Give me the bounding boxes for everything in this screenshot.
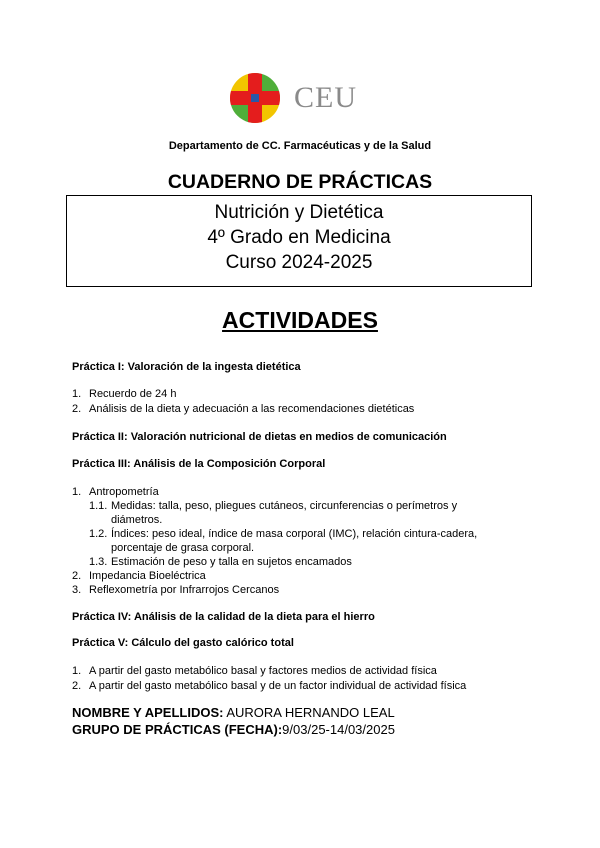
sublist-item: Índices: peso ideal, índice de masa corporal (IMC), relación cintura-cadera, [111, 528, 478, 540]
list-item: Impedancia Bioeléctrica [89, 570, 206, 582]
list-number: 3. [72, 584, 82, 596]
course-subject: Nutrición y Dietética [214, 202, 384, 223]
practice-group-value: 9/03/25-14/03/2025 [282, 722, 395, 737]
practica-2-title: Práctica II: Valoración nutricional de dietas en medios de comunicación [72, 431, 447, 443]
practica-1-title: Práctica I: Valoración de la ingesta dietética [72, 361, 301, 373]
list-item: A partir del gasto metabólico basal y de un factor individual de actividad física [89, 680, 467, 692]
list-item: Recuerdo de 24 h [89, 388, 177, 400]
student-name-label: NOMBRE Y APELLIDOS: [72, 705, 224, 720]
sublist-item: Medidas: talla, peso, pliegues cutáneos, circunferencias o perímetros y [111, 500, 458, 512]
course-info-box [66, 195, 532, 287]
list-number: 1. [72, 665, 82, 677]
document-title: CUADERNO DE PRÁCTICAS [167, 171, 433, 193]
course-degree: 4º Grado en Medicina [207, 227, 391, 248]
practice-group-label: GRUPO DE PRÁCTICAS (FECHA): [72, 722, 283, 737]
list-number: 1. [72, 388, 82, 400]
list-number: 2. [72, 680, 82, 692]
ceu-wordmark: CEU [294, 81, 357, 114]
list-item: Antropometría [89, 486, 159, 498]
list-item: Análisis de la dieta y adecuación a las recomendaciones dietéticas [89, 403, 415, 415]
sublist-number: 1.3. [89, 556, 108, 568]
student-name-value: AURORA HERNANDO LEAL [223, 705, 395, 720]
sublist-item: Estimación de peso y talla en sujetos encamados [111, 556, 352, 568]
course-year: Curso 2024-2025 [225, 252, 373, 273]
practica-5-title: Práctica V: Cálculo del gasto calórico total [72, 637, 294, 649]
department-name: Departamento de CC. Farmacéuticas y de la Salud [168, 140, 432, 152]
sublist-number: 1.2. [89, 528, 108, 540]
sublist-item-continuation: diámetros. [111, 514, 163, 526]
practice-group-line [72, 722, 395, 737]
practica-3-title: Práctica III: Análisis de la Composición Corporal [72, 458, 326, 470]
list-number: 2. [72, 570, 82, 582]
student-name-line [72, 705, 395, 720]
ceu-logo [229, 72, 369, 122]
ceu-emblem-icon [229, 72, 281, 124]
list-number: 1. [72, 486, 82, 498]
list-number: 2. [72, 403, 82, 415]
sublist-item-continuation: porcentaje de grasa corporal. [111, 542, 255, 554]
list-item: A partir del gasto metabólico basal y factores medios de actividad física [89, 665, 437, 677]
practica-4-title: Práctica IV: Análisis de la calidad de la dieta para el hierro [72, 611, 375, 623]
sublist-number: 1.1. [89, 500, 108, 512]
section-title: ACTIVIDADES [222, 307, 378, 333]
list-item: Reflexometría por Infrarrojos Cercanos [89, 584, 280, 596]
